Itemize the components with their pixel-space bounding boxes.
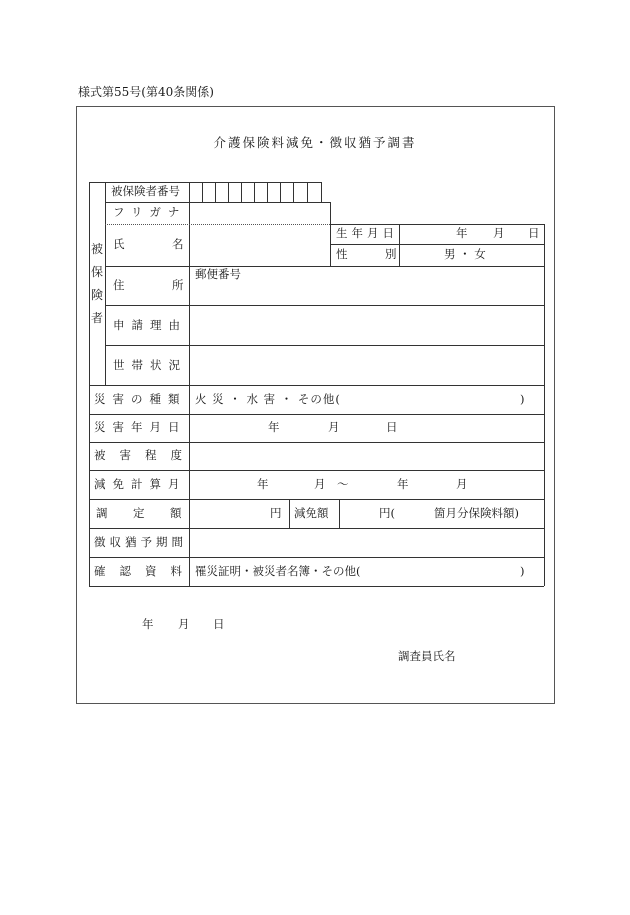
name-label-a: 氏 [113,237,125,251]
insured-vertical-char-1: 被 [90,242,103,256]
assessed-amount-label-a: 調 [96,506,108,520]
address-label-b: 所 [172,278,184,292]
birth-year-unit: 年 [456,226,468,240]
damage-degree-label: 被害程度 [94,448,196,462]
disaster-type-label: 災害の種類 [94,392,187,406]
footer-day-unit: 日 [213,617,225,631]
investigator-name-label: 調査員氏名 [398,649,456,663]
disaster-month-unit: 月 [328,420,340,434]
confirmation-docs-close: ) [520,564,525,578]
application-reason-label: 申請理由 [113,318,187,332]
address-label-a: 住 [113,278,125,292]
months-note: 箇月分保険料額) [434,506,519,520]
period-end-month: 月 [456,477,468,491]
reduction-yen-paren: 円( [379,506,395,520]
insured-number-label: 被保険者番号 [111,184,180,198]
confirmation-docs-options: 罹災証明・被災者名簿・その他( [195,564,361,578]
footer-month-unit: 月 [178,617,190,631]
footer-year-unit: 年 [142,617,154,631]
insured-vertical-char-4: 者 [90,311,103,325]
sex-label-b: 別 [385,247,397,261]
period-start-year: 年 [257,477,269,491]
birth-month-unit: 月 [493,226,505,240]
sex-options: 男 ・ 女 [444,247,486,261]
birth-date-label: 生年月日 [336,226,398,240]
disaster-type-options: 火 災 ・ 水 害 ・ その他( [195,392,341,406]
disaster-type-close: ) [520,392,525,406]
postal-code-label: 郵便番号 [195,267,241,281]
postponement-period-label: 徴収猶予期間 [94,535,187,549]
name-label-b: 名 [172,237,184,251]
reduction-period-label: 減免計算月 [94,477,187,491]
form-title: 介護保険料減免・徴収猶予調書 [213,135,417,150]
reduction-amount-label: 減免額 [294,506,329,520]
insured-vertical-char-2: 保 [90,265,103,279]
birth-day-unit: 日 [528,226,540,240]
form-number: 様式第55号(第40条関係) [78,85,214,99]
disaster-day-unit: 日 [386,420,398,434]
household-status-label: 世帯状況 [113,358,187,372]
confirmation-docs-label: 確認資料 [94,564,196,578]
furigana-label: フリガナ [113,205,187,219]
period-end-year: 年 [397,477,409,491]
assessed-yen: 円 [270,506,282,520]
period-start-month: 月 [314,477,326,491]
insured-vertical-char-3: 険 [90,288,103,302]
disaster-year-unit: 年 [268,420,280,434]
assessed-amount-label-b: 定 [133,506,145,520]
disaster-date-label: 災害年月日 [94,420,187,434]
period-tilde: ～ [337,477,349,491]
assessed-amount-label-c: 額 [170,506,182,520]
sex-label-a: 性 [336,247,348,261]
